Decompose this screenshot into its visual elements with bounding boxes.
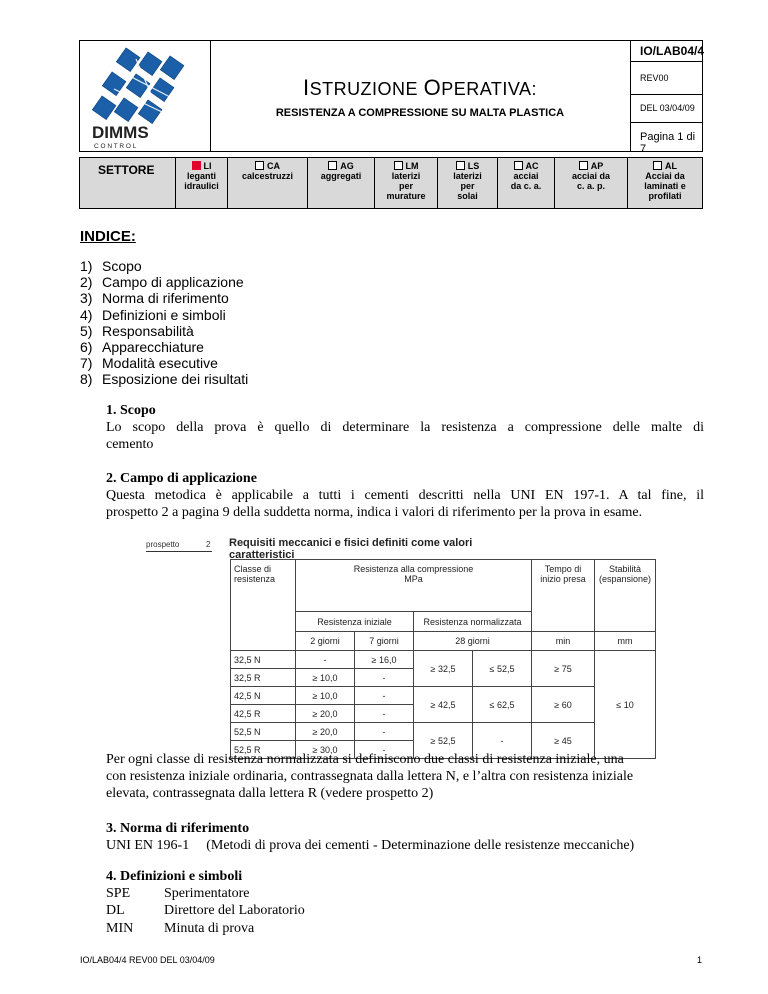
paragraph-line: cemento (106, 437, 154, 453)
document-date: DEL 03/04/09 (630, 95, 702, 123)
document-code: IO/LAB04/4 (630, 41, 702, 62)
settore-al[interactable]: AL Acciai da laminati e profilati (644, 161, 686, 201)
header-min: min (532, 632, 595, 651)
checkbox[interactable] (255, 161, 264, 170)
section-norma (106, 820, 704, 854)
header-28g: 28 giorni (414, 632, 532, 651)
index-item: 5) Responsabilità (80, 322, 194, 339)
settore-ap[interactable]: AP acciai da c. a. p. (555, 158, 628, 208)
settore-ag[interactable]: AG aggregati (308, 158, 375, 208)
paragraph-line: Lo scopo della prova è quello di determinare la resistenza a compressione delle malte di (106, 420, 704, 436)
index-item: 3) Norma di riferimento (80, 290, 229, 307)
table-row: 52,5 N ≥ 20,0 - ≥ 52,5 - ≥ 45 (231, 723, 656, 741)
checkbox[interactable] (514, 161, 523, 170)
index-title: INDICE: (80, 228, 136, 245)
definition-row: DL Direttore del Laboratorio (106, 903, 305, 919)
document-info (630, 41, 705, 155)
index-item: 1) Scopo (80, 258, 142, 274)
stabilita-value: ≤ 10 (595, 651, 656, 759)
header-2g: 2 giorni (296, 632, 355, 651)
header-normalizzata: Resistenza normalizzata (414, 612, 532, 632)
norm-code: UNI EN 196-1 (106, 838, 190, 854)
header-iniziale: Resistenza iniziale (296, 612, 414, 632)
checkbox[interactable] (579, 161, 588, 170)
checkbox-checked[interactable] (192, 161, 201, 170)
table-row: 52,5 R ≥ 30,0 - (231, 741, 656, 759)
footer-page-number: 1 (697, 955, 703, 965)
section-title: 1. Scopo (106, 403, 156, 418)
paragraph-line: prospetto 2 a pagina 9 della suddetta norma, indica i valori di riferimento per la prova in esame. (106, 505, 643, 521)
paragraph-classi (106, 751, 704, 803)
section-title: 2. Campo di applicazione (106, 471, 257, 486)
settore-ls[interactable]: LS laterizi per solai (438, 158, 498, 208)
section-title: 4. Definizioni e simboli (106, 869, 243, 884)
section-scopo (106, 402, 704, 454)
requirements-table (230, 559, 656, 759)
prospetto-number: 2 (206, 540, 211, 549)
paragraph-line (106, 837, 704, 854)
title-cell (210, 41, 631, 151)
index-item: 7) Modalità esecutive (80, 355, 218, 372)
logo-subtext: C O N T R O L (94, 143, 137, 150)
index-item: 8) Esposizione dei risultati (80, 371, 249, 388)
table-row: 32,5 N - ≥ 16,0 ≥ 32,5 ≤ 52,5 ≥ 75 ≤ 10 (231, 651, 656, 669)
header-classe: Classe di resistenza (231, 560, 296, 651)
prospetto-caption (146, 535, 536, 561)
settore-ca[interactable]: CA calcestruzzi (228, 158, 308, 208)
prospetto-title: Requisiti meccanici e fisici definiti come valori caratteristici (229, 537, 473, 561)
index-item: 4) Definizioni e simboli (80, 306, 226, 323)
section-definizioni (106, 868, 704, 937)
logo-text: DIMMS (92, 123, 149, 142)
header-mm: mm (595, 632, 656, 651)
document-header (79, 40, 705, 155)
index-list (80, 258, 248, 388)
checkbox[interactable] (653, 161, 662, 170)
settore-ac[interactable]: AC acciai da c. a. (498, 158, 555, 208)
index-item: 2) Campo di applicazione (80, 274, 244, 291)
checkbox[interactable] (394, 161, 403, 170)
table-row: 42,5 R ≥ 20,0 - (231, 705, 656, 723)
prospetto-label: prospetto (146, 540, 180, 549)
paragraph-line: elevata, contrassegnata dalla lettera R (vedere prospetto 2) (106, 786, 434, 802)
document-title: ISTRUZIONE OPERATIVA: (302, 75, 538, 100)
norm-description: (Metodi di prova dei cementi - Determinazione delle resistenze meccaniche) (206, 838, 635, 854)
header-tempo: Tempo di inizio presa (532, 560, 595, 632)
section-title: 3. Norma di riferimento (106, 821, 250, 836)
table-row: 42,5 N ≥ 10,0 - ≥ 42,5 ≤ 62,5 ≥ 60 (231, 687, 656, 705)
header-resistenza: Resistenza alla compressione MPa (296, 560, 532, 612)
paragraph-line: Per ogni classe di resistenza normalizzata si definiscono due classi di resistenza iniziale, una (106, 752, 624, 767)
section-campo (106, 470, 704, 522)
table-row: 32,5 R ≥ 10,0 - (231, 669, 656, 687)
header-stabilita: Stabilità (espansione) (595, 560, 656, 632)
document-revision: REV00 (630, 62, 702, 95)
definition-row: MIN Minuta di prova (106, 920, 255, 936)
paragraph-line: Questa metodica è applicabile a tutti i cementi descritti nella UNI EN 197-1. A tal fine, il (106, 488, 704, 504)
footer-document-ref: IO/LAB04/4 REV00 DEL 03/04/09 (80, 955, 215, 965)
settore-lm[interactable]: LM laterizi per murature (375, 158, 438, 208)
dimms-logo (80, 41, 210, 151)
index-item: 6) Apparecchiature (80, 339, 204, 356)
settore-label: SETTORE (80, 158, 176, 208)
logo-cell (80, 41, 211, 151)
definition-row: SPE Sperimentatore (106, 886, 250, 902)
checkbox[interactable] (328, 161, 337, 170)
page-number: Pagina 1 di 7 (640, 131, 696, 155)
settore-table (79, 157, 703, 209)
header-7g: 7 giorni (355, 632, 414, 651)
settore-li[interactable]: LI leganti idraulici (176, 158, 228, 208)
paragraph-line: con resistenza iniziale ordinaria, contrassegnata dalla lettera N, e l’altra con resistenza iniziale (106, 769, 634, 785)
document-subtitle: RESISTENZA A COMPRESSIONE SU MALTA PLASTICA (275, 107, 565, 119)
checkbox[interactable] (456, 161, 465, 170)
